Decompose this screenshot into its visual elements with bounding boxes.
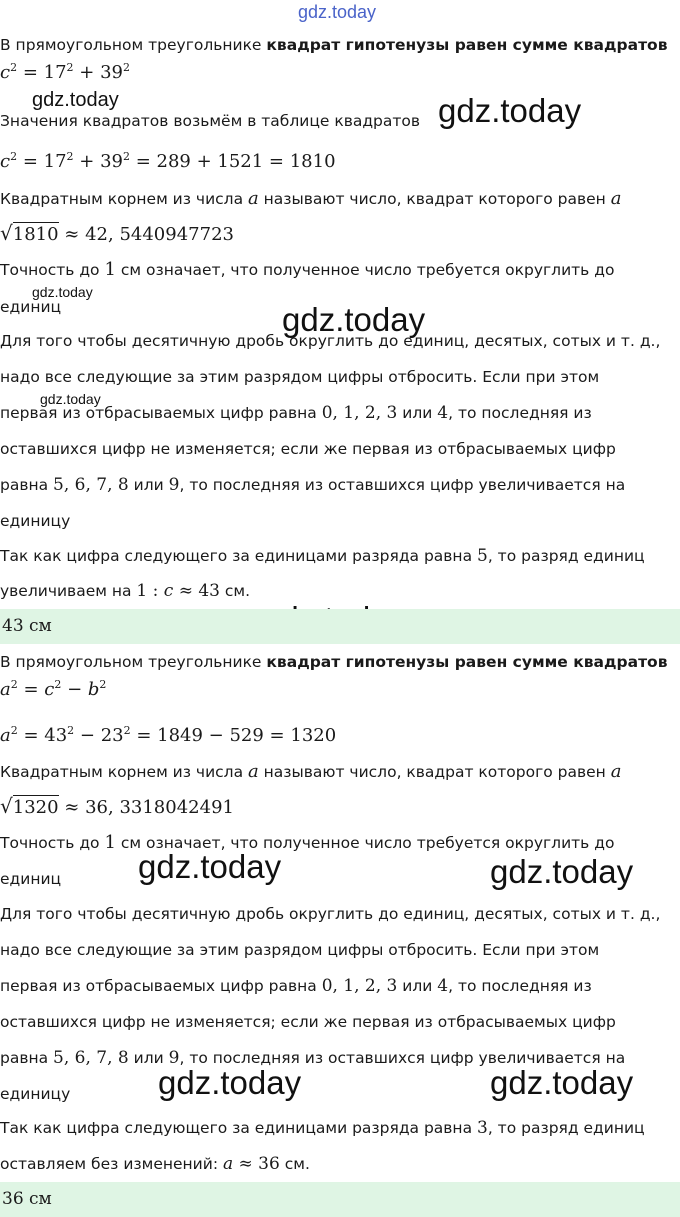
text: или <box>397 977 438 995</box>
part2-calc: $a^2 = 43^2 - 23^2 = 1849 - 529 = 1320$ <box>0 724 337 746</box>
num: 1 <box>104 832 116 853</box>
watermark: gdz.today <box>438 92 582 129</box>
digit: 4 <box>437 403 449 423</box>
part1-table-note: Значения квадратов возьмём в таблице квадратов <box>0 112 421 130</box>
sqrt-arg: 1320 <box>12 797 59 818</box>
text: Точность до <box>0 834 105 852</box>
text: , то последняя из <box>448 404 592 422</box>
digit: 4 <box>437 976 449 996</box>
digit: 5 <box>477 546 488 566</box>
num: 1 <box>104 259 116 280</box>
sqrt-result: ≈ 36, 3318042491 <box>64 797 234 818</box>
watermark: gdz.today <box>490 1064 634 1101</box>
part2-rule-4: оставшихся цифр не изменяется; если же первая из отбрасываемых цифр <box>0 1013 616 1031</box>
var-c: c <box>163 581 174 601</box>
var-c: c <box>44 679 55 700</box>
part1-rule-5 <box>0 474 625 496</box>
part2-since <box>0 1117 645 1139</box>
text: называют число, квадрат которого равен <box>258 763 611 781</box>
digits: 0, 1, 2, 3 <box>321 976 398 996</box>
text: или <box>128 1049 169 1067</box>
approx: ≈ 36 <box>233 1154 280 1174</box>
text: , то разряд единиц <box>487 1119 645 1137</box>
var-a: a <box>0 679 11 700</box>
answer-text: 43 см <box>2 616 52 636</box>
watermark: gdz.today <box>32 284 93 300</box>
text: см означает, что полученное число требуется округлить до <box>115 834 615 852</box>
part1-root-def <box>0 188 621 210</box>
answer-box <box>0 1182 680 1217</box>
part2-sqrt <box>0 795 234 819</box>
part1-result <box>0 580 250 602</box>
term: 23 <box>100 725 124 746</box>
intro-bold: квадрат гипотенузы равен сумме квадратов <box>266 36 668 54</box>
digits: 5, 6, 7, 8 <box>53 475 129 495</box>
part2-formula: $a^2 = c^2 - b^2$ <box>0 678 107 700</box>
var-a: a <box>610 188 622 209</box>
text: Так как цифра следующего за единицами разряда равна <box>0 1119 477 1137</box>
text: первая из отбрасываемых цифр равна <box>0 404 322 422</box>
text: , то последняя из оставшихся цифр увеличивается на <box>179 1049 626 1067</box>
part2-precision-cont: единиц <box>0 870 62 888</box>
sqrt-sign: √1810 <box>0 221 59 245</box>
watermark: gdz.today <box>282 301 426 338</box>
part2-result <box>0 1153 310 1175</box>
term: 39 <box>100 151 123 172</box>
text: или <box>128 476 169 494</box>
var-a: a <box>222 1154 234 1174</box>
part2-rule-5 <box>0 1047 625 1069</box>
part1-precision <box>0 259 614 281</box>
part1-rule-6: единицу <box>0 512 71 530</box>
text: увеличиваем на <box>0 582 137 600</box>
sqrt-result: ≈ 42, 5440947723 <box>64 224 234 245</box>
text: первая из отбрасываемых цифр равна <box>0 977 322 995</box>
text: Квадратным корнем из числа <box>0 763 249 781</box>
part2-precision <box>0 832 614 854</box>
watermark-top: gdz.today <box>298 2 377 22</box>
part2-rule-6: единицу <box>0 1085 71 1103</box>
answer-text: 36 см <box>2 1189 52 1209</box>
approx: ≈ 43 <box>173 581 220 601</box>
var-a: a <box>610 761 622 782</box>
watermark: gdz.today <box>158 1064 302 1101</box>
var-a: a <box>0 725 11 746</box>
part1-rule-4: оставшихся цифр не изменяется; если же первая из отбрасываемых цифр <box>0 440 616 458</box>
text: , то разряд единиц <box>487 547 645 565</box>
sqrt-arg: 1810 <box>12 224 59 245</box>
text: называют число, квадрат которого равен <box>258 190 611 208</box>
var-a: a <box>248 761 259 782</box>
text: , то последняя из <box>448 977 592 995</box>
digit: 9 <box>168 475 180 495</box>
unit: см. <box>279 1155 310 1173</box>
text: равна <box>0 476 54 494</box>
var-c: c <box>0 151 11 172</box>
part1-rule-2: надо все следующие за этим разрядом цифры отбросить. Если при этом <box>0 368 600 386</box>
part1-rule-3 <box>0 402 592 424</box>
digits: 0, 1, 2, 3 <box>321 403 398 423</box>
part2-rule-1: Для того чтобы десятичную дробь округлить до единиц, десятых, сотых и т. д., <box>0 905 661 923</box>
answer-box <box>0 609 680 644</box>
part1-precision-cont: единиц <box>0 298 62 316</box>
term: 17 <box>43 62 67 83</box>
part1-intro <box>0 34 668 56</box>
part2-intro <box>0 651 668 673</box>
text: Точность до <box>0 261 105 279</box>
part2-rule-3 <box>0 975 592 997</box>
watermark: gdz.today <box>40 391 101 407</box>
calc-tail: = 1849 − 529 = 1320 <box>136 725 337 746</box>
intro-bold: квадрат гипотенузы равен сумме квадратов <box>266 653 668 671</box>
part1-sqrt <box>0 222 234 246</box>
term: 17 <box>43 151 67 172</box>
text: см означает, что полученное число требуется округлить до <box>115 261 615 279</box>
unit: см. <box>219 582 251 600</box>
digits: 5, 6, 7, 8 <box>53 1048 129 1068</box>
sqrt-sign: √1320 <box>0 794 59 818</box>
var-b: b <box>87 679 100 700</box>
text: оставляем без изменений: <box>0 1155 223 1173</box>
var-c: c <box>0 62 11 83</box>
part1-formula: $c^2 = 17^2 + 39^2$ <box>0 61 130 83</box>
term: 43 <box>44 725 68 746</box>
text: равна <box>0 1049 54 1067</box>
digit: 3 <box>477 1118 488 1138</box>
text: , то последняя из оставшихся цифр увеличивается на <box>179 476 626 494</box>
calc-tail: = 289 + 1521 = 1810 <box>135 151 336 172</box>
text: Так как цифра следующего за единицами разряда равна <box>0 547 477 565</box>
part2-rule-2: надо все следующие за этим разрядом цифры отбросить. Если при этом <box>0 941 600 959</box>
watermark: gdz.today <box>32 89 119 111</box>
watermark: gdz.today <box>138 848 282 885</box>
watermark: gdz.today <box>490 853 634 890</box>
math: 1 : <box>136 581 164 601</box>
term: 39 <box>100 62 123 83</box>
part2-root-def <box>0 761 621 783</box>
text: или <box>397 404 438 422</box>
var-a: a <box>248 188 259 209</box>
part1-calc: $c^2 = 17^2 + 39^2 = 289 + 1521 = 1810$ <box>0 150 336 172</box>
intro-text: В прямоугольном треугольнике <box>0 36 267 54</box>
part1-since <box>0 545 645 567</box>
text: Квадратным корнем из числа <box>0 190 249 208</box>
intro-text: В прямоугольном треугольнике <box>0 653 267 671</box>
part1-rule-1: Для того чтобы десятичную дробь округлить до единиц, десятых, сотых и т. д., <box>0 332 661 350</box>
digit: 9 <box>168 1048 180 1068</box>
